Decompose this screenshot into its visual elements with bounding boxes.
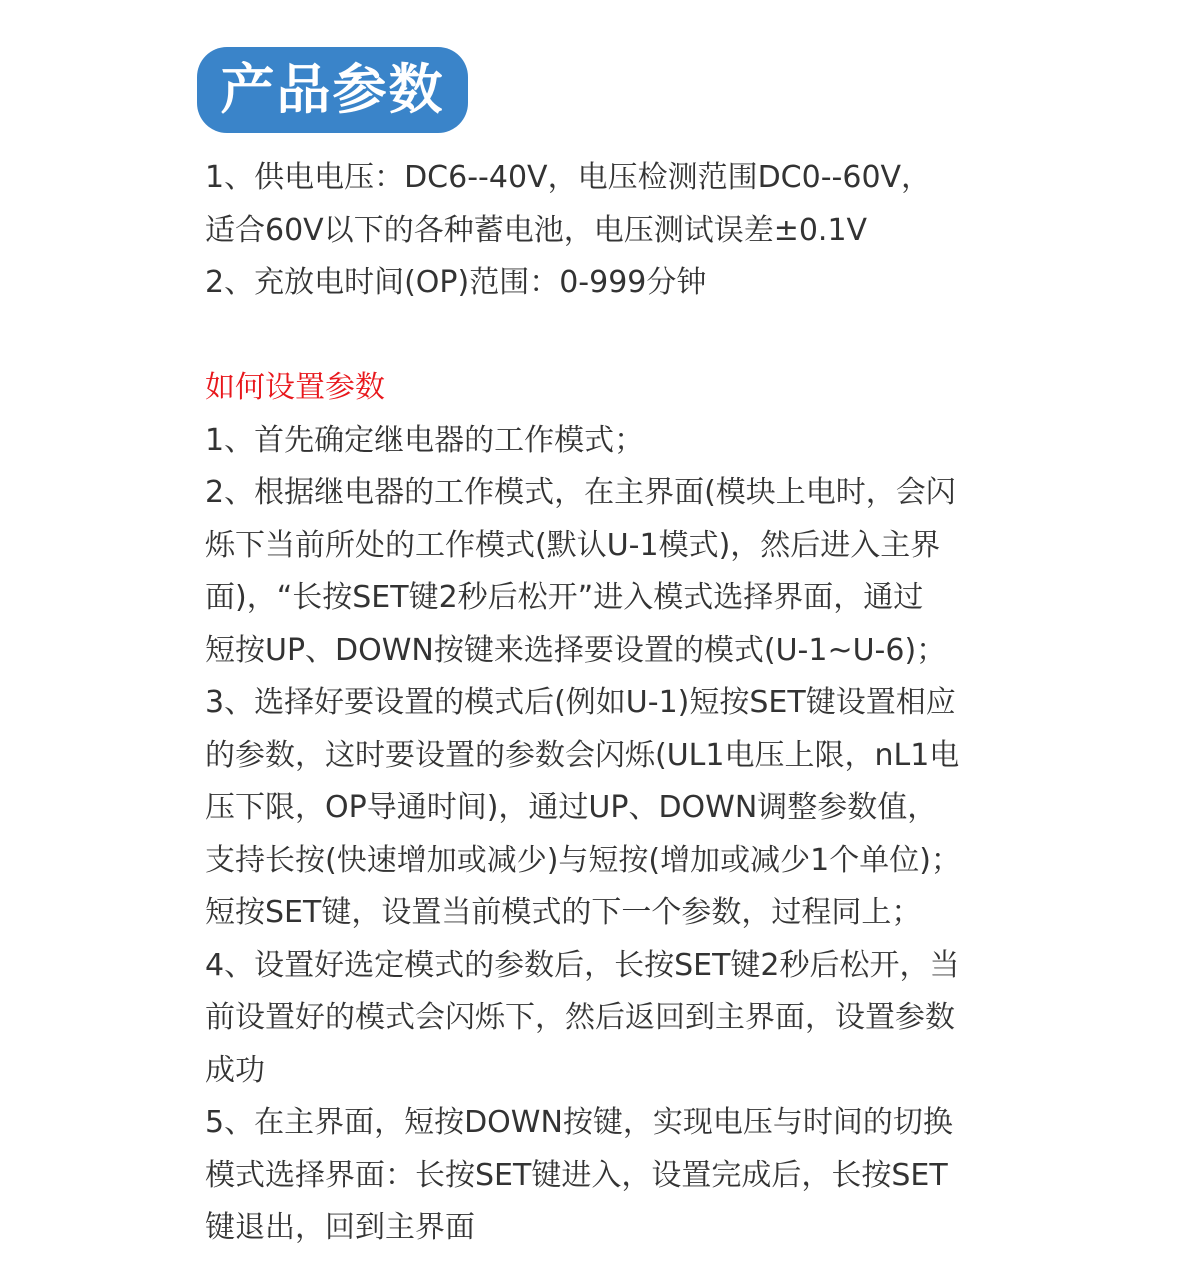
spec-line: 2、充放电时间(OP)范围：0-999分钟 [205,265,707,300]
instruction-line: 成功 [205,1052,265,1088]
spec-line: 1、供电电压：DC6--40V，电压检测范围DC0--60V， [205,160,932,195]
instruction-line: 支持长按(快速增加或减少)与短按(增加或减少1个单位)； [205,842,961,878]
instruction-line: 前设置好的模式会闪烁下，然后返回到主界面，设置参数 [205,1000,955,1035]
instruction-line: 短按SET键，设置当前模式的下一个参数，过程同上； [205,895,922,930]
spec-line: 适合60V以下的各种蓄电池，电压测试误差±0.1V [205,212,868,248]
instruction-line: 模式选择界面：长按SET键进入，设置完成后，长按SET [205,1157,948,1193]
page-title: 产品参数 [220,58,445,121]
instruction-line: 2、根据继电器的工作模式，在主界面(模块上电时，会闪 [205,475,956,510]
instruction-line: 的参数，这时要设置的参数会闪烁(UL1电压上限，nL1电 [205,737,960,773]
section-spacer [205,310,1005,363]
instruction-line: 面)，“长按SET键2秒后松开”进入模式选择界面，通过 [205,580,924,615]
instruction-line: 3、选择好要设置的模式后(例如U-1)短按SET键设置相应 [205,685,956,720]
instruction-line: 1、首先确定继电器的工作模式； [205,422,645,458]
instruction-line: 键退出，回到主界面 [205,1210,475,1245]
instruction-line: 烁下当前所处的工作模式(默认U-1模式)，然后进入主界 [205,527,941,563]
instruction-line: 4、设置好选定模式的参数后，长按SET键2秒后松开，当 [205,947,960,983]
instruction-line: 短按UP、DOWN按键来选择要设置的模式(U-1~U-6)； [205,632,947,668]
how-to-heading: 如何设置参数 [205,370,385,405]
instruction-line: 压下限，OP导通时间)，通过UP、DOWN调整参数值， [205,790,938,825]
instruction-line: 5、在主界面，短按DOWN按键，实现电压与时间的切换 [205,1105,953,1140]
content-body [205,152,1005,1255]
title-badge [197,47,468,133]
